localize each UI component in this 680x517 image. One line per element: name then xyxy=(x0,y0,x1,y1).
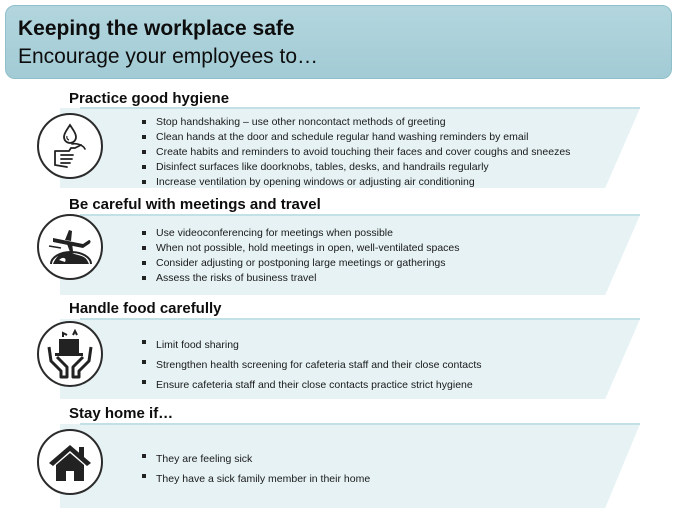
stay-home-list xyxy=(140,449,370,489)
list-item: Create habits and reminders to avoid touching their faces and cover coughs and sneezes xyxy=(140,145,570,160)
header-banner xyxy=(5,5,672,79)
band-divider xyxy=(80,214,640,216)
list-item: Consider adjusting or postponing large meetings or gatherings xyxy=(140,256,460,271)
section-title-meetings: Be careful with meetings and travel xyxy=(69,196,321,213)
band-divider xyxy=(80,107,640,109)
meetings-list xyxy=(140,226,460,286)
house-icon xyxy=(37,429,103,495)
page-subtitle: Encourage your employees to… xyxy=(18,45,318,68)
list-item: Clean hands at the door and schedule regular hand washing reminders by email xyxy=(140,130,570,145)
list-item: Strengthen health screening for cafeteria staff and their close contacts xyxy=(140,355,482,375)
hands-food-icon xyxy=(37,321,103,387)
list-item: Disinfect surfaces like doorknobs, tables, desks, and handrails regularly xyxy=(140,160,570,175)
band-divider xyxy=(80,423,640,425)
section-title-food: Handle food carefully xyxy=(69,300,222,317)
globe-airplane-icon xyxy=(37,214,103,280)
page-title: Keeping the workplace safe xyxy=(18,17,295,40)
list-item: They are feeling sick xyxy=(140,449,370,469)
band-divider xyxy=(80,318,640,320)
hand-washing-icon xyxy=(37,113,103,179)
list-item: When not possible, hold meetings in open, well-ventilated spaces xyxy=(140,241,460,256)
list-item: Limit food sharing xyxy=(140,335,482,355)
list-item: Increase ventilation by opening windows or adjusting air conditioning xyxy=(140,175,570,190)
list-item: Ensure cafeteria staff and their close contacts practice strict hygiene xyxy=(140,375,482,395)
section-title-hygiene: Practice good hygiene xyxy=(69,90,230,107)
section-title-stay-home: Stay home if… xyxy=(69,405,174,422)
list-item: Assess the risks of business travel xyxy=(140,271,460,286)
hygiene-list xyxy=(140,115,570,190)
list-item: Use videoconferencing for meetings when possible xyxy=(140,226,460,241)
list-item: Stop handshaking – use other noncontact methods of greeting xyxy=(140,115,570,130)
list-item: They have a sick family member in their home xyxy=(140,469,370,489)
food-list xyxy=(140,335,482,395)
